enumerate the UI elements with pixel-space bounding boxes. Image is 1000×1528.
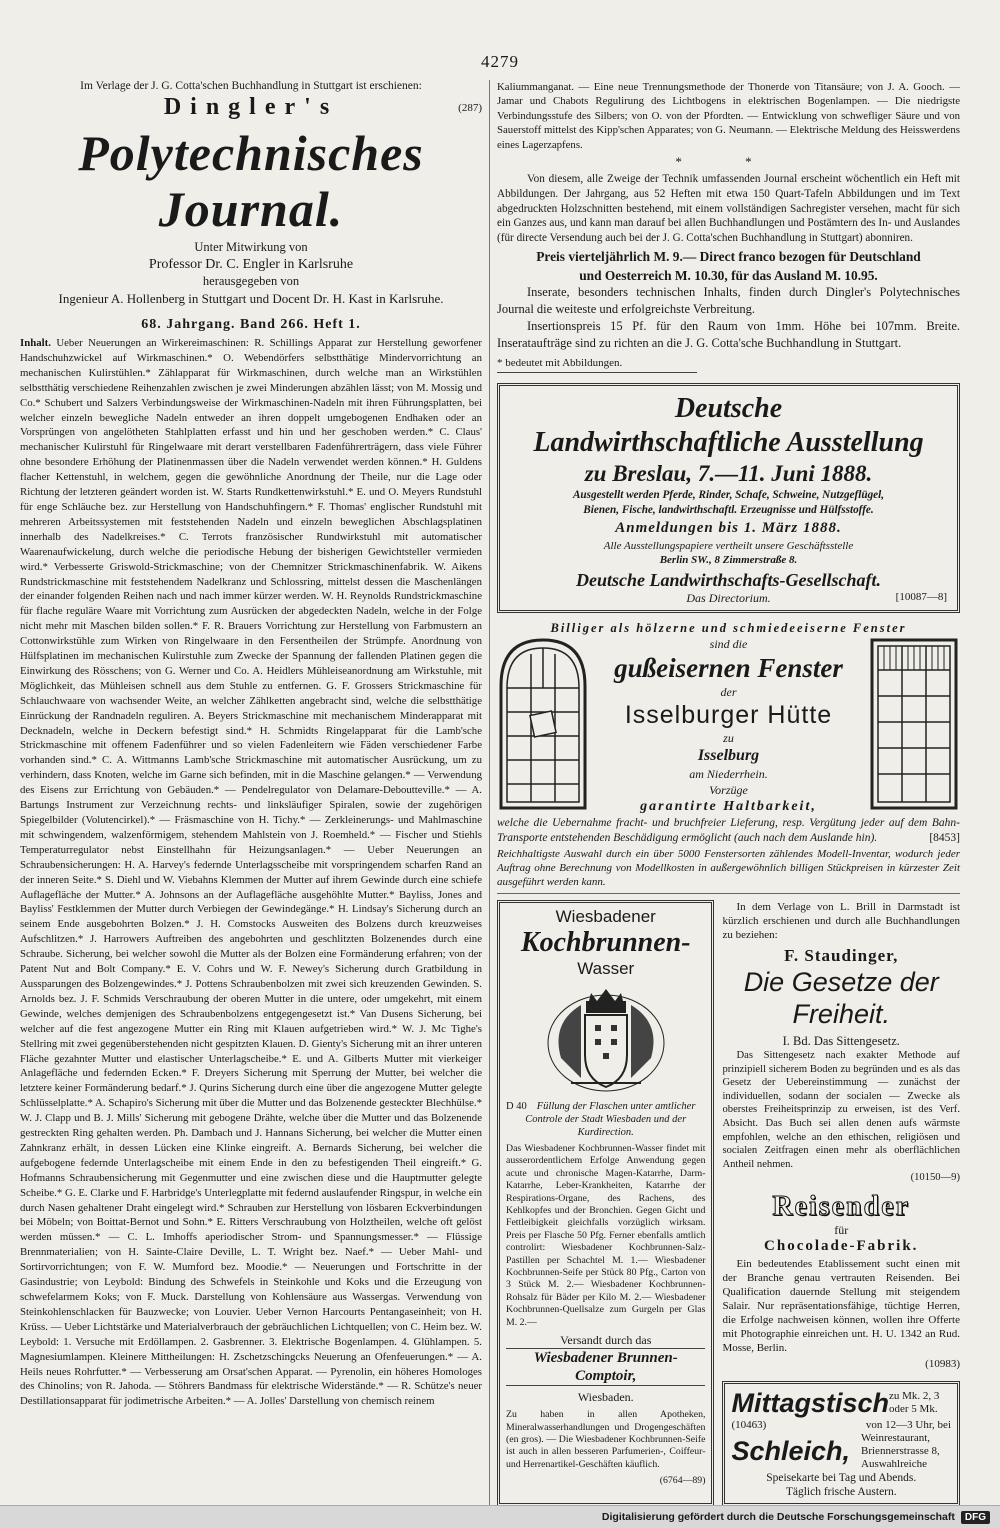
right-ads bbox=[714, 900, 960, 1506]
window-zu: zu bbox=[723, 731, 734, 746]
inserate-text: Inserate, besonders technischen Inhalts, finden durch Dingler's Polytechnisches Journal die weiteste und erfolgreichste Verbreitung. bbox=[497, 285, 960, 317]
kb-brand-3: Wasser bbox=[577, 959, 635, 979]
window-headline: Billiger als hölzerne und schmiedeeiserne Fenster bbox=[550, 621, 907, 636]
coat-of-arms-icon bbox=[541, 983, 671, 1098]
kb-ad-id: (6764—89) bbox=[659, 1475, 706, 1487]
window-sind-die: sind die bbox=[709, 637, 748, 652]
exhibit-line-1: Ausgestellt werden Pferde, Rinder, Schafe, Schweine, Nutzgeflügel, bbox=[572, 489, 885, 502]
window-ad-center bbox=[589, 636, 868, 816]
kb-dispatch: Versandt durch das bbox=[560, 1333, 652, 1348]
journal-title: Polytechnisches Journal. bbox=[78, 125, 424, 237]
mittag-place: Weinrestaurant, Briennerstrasse 8, Auswahlreiche bbox=[861, 1431, 940, 1470]
right-column bbox=[497, 80, 960, 1506]
footer-bar bbox=[0, 1505, 1000, 1528]
mittag-code: (10463) bbox=[731, 1418, 767, 1431]
continuation-text: Kaliummanganat. — Eine neue Trennungsmethode der Thonerde von Titansäure; von J. A. Gooch. — Jamar und Chabots Regulirung des Lichtbogens in elektrischen Bogenlampen. — Die niedrigste Verbindungsstufe des Silbers; von O. von der Pfordten. — Entwicklung von schwefliger Säure und von Sauerstoff mittelst des Kipp'schen Apparates; von G. Neumann. — Elektrische Meldung des Heisswerdens eines Lagerzapfens. bbox=[497, 81, 960, 151]
window-ad bbox=[497, 621, 960, 894]
window-product: gußeisernen Fenster bbox=[614, 653, 843, 684]
reisender-title: Reisender bbox=[772, 1190, 911, 1222]
contents-label: Inhalt. bbox=[20, 337, 51, 349]
dfg-logo-icon: DFG bbox=[961, 1511, 990, 1524]
reisender-company: Chocolade-Fabrik. bbox=[764, 1237, 919, 1254]
mittag-time: von 12—3 Uhr, bei bbox=[865, 1418, 951, 1431]
book-desc: Das Sittengesetz nach exakter Methode auf prinzipiell sicherem Boden zu begründen und es als das Gesetz der Uebereinstimmung — zunächst der individuellen, sodann der socialen — Zwecke als oberstes Freiheitsprinzip zu erweisen, ist des Verf. Absicht. Das Buch sei allen denen aufs wärmste empfohlen, welche an den ethischen, religiösen und socialen Zeitfragen einen mehr als oberflächlichen Antheil nehmen. bbox=[722, 1050, 960, 1170]
kb-city: Wiesbaden. bbox=[577, 1390, 634, 1405]
exhibit-line-2: Bienen, Fische, landwirthschaftl. Erzeugnisse und Hülfsstoffe. bbox=[583, 504, 874, 517]
cooperation-label: Unter Mitwirkung von bbox=[194, 240, 308, 254]
window-text-2: Reichhaltigste Auswahl durch ein über 5000 Fenstersorten zählendes Modell-Inventar, wodurch jeder Auftrag ohne Berechnung von Modellkosten in außergewöhnlich billigen Stückpreisen in kürzester Zeit ausgeführt werden kann. bbox=[497, 848, 960, 889]
kb-brand-1: Wiesbadener bbox=[555, 907, 656, 927]
publisher-line: Im Verlage der J. G. Cotta'schen Buchhandlung in Stuttgart ist erschienen: bbox=[80, 80, 422, 92]
window-ad-body bbox=[497, 636, 960, 816]
exhibit-society: Deutsche Landwirthschafts-Gesellschaft. bbox=[575, 570, 881, 591]
window-company: Isselburger Hütte bbox=[624, 701, 833, 730]
exhibit-ad-id: [10087—8] bbox=[895, 591, 947, 604]
contents bbox=[20, 336, 482, 1409]
exhibit-title-2: Landwirthschaftliche Ausstellung bbox=[533, 427, 924, 459]
exhibit-foot bbox=[510, 591, 947, 606]
window-der: der bbox=[720, 685, 737, 700]
book-volume: I. Bd. Das Sittengesetz. bbox=[782, 1034, 900, 1049]
kb-label-code: D 40 bbox=[506, 1101, 527, 1113]
arched-window-icon bbox=[497, 636, 589, 811]
star-separator: * * bbox=[675, 154, 782, 170]
exhibit-line-3: Alle Ausstellungspapiere vertheilt unsere Geschäftsstelle bbox=[603, 540, 854, 553]
exhibit-title-1: Deutsche bbox=[674, 393, 783, 425]
ad-code: (287) bbox=[458, 102, 482, 114]
info-text: Von diesem, alle Zweige der Technik umfassenden Journal erscheint wöchentlich ein Heft mit Abbildungen. Der Jahrgang, aus 52 Heften mit etwa 150 Quart-Tafeln Abbildungen und im Text abgedruckten Holzschnitten bestehend, mit einem vollständigen Sachregister versehen, macht für sich ein Ganzes aus, und kann man darauf bei allen Buchhandlungen und Postämtern des In- und Auslandes (für directe Versendung auch bei der J. G. Cotta'schen Buchhandlung in Stuttgart) abonniren. bbox=[497, 173, 960, 245]
kb-outro: Zu haben in allen Apotheken, Mineralwasserhandlungen und Drogengeschäften (en gros). — Die Wiesbadener Kochbrunnen-Seife ist auch in allen besseren Parfumerien-, Coiffeur- und Herrenartikel-Geschäften käuflich. bbox=[506, 1409, 706, 1470]
journal-name-text: Dingler's bbox=[163, 94, 339, 120]
mittag-title: Mittagstisch bbox=[731, 1387, 889, 1418]
issue-line: 68. Jahrgang. Band 266. Heft 1. bbox=[141, 317, 361, 332]
book-author: F. Staudinger, bbox=[784, 946, 899, 966]
kb-label-text: Füllung der Flaschen unter amtlicher Controle der Stadt Wiesbaden und der Kurdirection. bbox=[525, 1101, 696, 1139]
mittag-row-2 bbox=[731, 1419, 951, 1432]
book-title: Die Gesetze der Freiheit. bbox=[743, 967, 939, 1030]
column-rule bbox=[489, 80, 490, 1506]
book-ad-id: (10150—9) bbox=[910, 1172, 960, 1184]
window-guarantee: garantirte Haltbarkeit, bbox=[640, 799, 817, 815]
inserat-price-text: Insertionspreis 15 Pf. für den Raum von 1mm. Höhe bei 107mm. Breite. Inserataufträge sind zu richten an die J. G. Cotta'sche Buchhandlung in Stuttgart. bbox=[497, 319, 960, 351]
mittag-row-3 bbox=[731, 1432, 951, 1471]
kb-brand-2: Kochbrunnen- bbox=[520, 927, 691, 959]
exhibition-ad bbox=[497, 383, 960, 613]
price-line-2: und Oesterreich M. 10.30, für das Ausland M. 10.95. bbox=[579, 268, 878, 284]
mittagstisch-ad bbox=[722, 1381, 960, 1506]
kb-text: Das Wiesbadener Kochbrunnen-Wasser findet mit ausserordentlichem Erfolge Anwendung gegen acute und chronische Magen-Katarrhe, Darm-Katarrhe, Leber-Krankheiten, Katarrhe der Respirations-Organe, des Rachens, des Kehlkopfes und der Bronchien. Gegen Gicht und Fettleibigkeit gleichfalls vorzüglich wirksam. Preis per Flasche 50 Pfg. Ferner ebenfalls amtlich controlirt: Wiesbadener Kochbrunnen-Salz-Pastillen per Schachtel M. 1.— Wiesbadener Kochbrunnen-Seife per Stück 80 Pfg., Carton von 3 Stück M. 2.— Wiesbadener Kochbrunnen-Rohsalz für Bäder per Kilo M. 2.— Wiesbadener Kochbrunnen-Quellsalze zum Gurgeln per Glas M. 2.— bbox=[506, 1143, 706, 1328]
journal-name bbox=[20, 94, 482, 121]
reisender-fuer: für bbox=[834, 1222, 849, 1237]
square-window-icon bbox=[868, 636, 960, 811]
mittag-price: zu Mk. 2, 3 oder 5 Mk. bbox=[889, 1390, 940, 1416]
window-town: Isselburg bbox=[697, 747, 760, 765]
mittag-menu: Speisekarte bei Tag und Abends. bbox=[766, 1471, 917, 1484]
contents-text: Ueber Neuerungen an Wirkereimaschinen: R. Schillings Apparat zur Herstellung geworfener Handschuhzwickel auf Wirkmaschinen.* O. Webendörfers selbstthätige Mindervorrichtung an mechanischen Kulirstühlen.* Zählapparat für Wirkmaschinen, durch welche man an Wirkstühlen selbstthätig verschiedene Reihenzahlen zwischen je zwei Minderungen abzählen lässt; von M. Mossig und Co.* Schubert und Salzers Verbindungsweise der Wirkmaschinen-Nadeln mit ihren Führungsplatten, bei welcher einzeln bewegliche Nadeln entweder an ihren doppelt umgebogenen Endhaken oder an Vorsprüngen von angelötheten Stahlplatten erfasst und hin und her geschoben werden.* C. Claus' mechanischer Kulirstuhl für Ringelwaare mit derart verstellbaren Fadenführerträgern, dass viele Führer ohne besondere Erhöhung der Platinenmassen über die Nadeln verwendet werden können.* H. Guldens flacher Kettenstuhl, in welchem, gegen die gewöhnliche Anordnung der Theile, nur die Lage oder Richtung der letzteren geändert worden ist. W. Starts Rundkettenwirkstuhl.* E. und O. Meyers Rundstuhl für enge Schläuche bez. zur Herstellung von Handschuhfingern.* F. Thomas' englischer Rundstuhl mit mehreren Arbeitssystemen mit feststehenden Nadeln und einzeln beweglichen Abschlagsplatinen innerhalb des Nadelkreises.* C. Terrots französischer Rundwirkstuhl mit automatischer Waarenaufwickelung, durch welche die periodische Hebung der bisherigen Gewichtsteller vermieden wird.* Verbesserte Griswold-Strickmaschine; von der Chemnitzer Strickmaschinenfabrik. W. Aikens Rundstrickmaschine mit feststehendem Nadelkranz und Schlossring, mittelst dessen die Maschenlängen der einander folgenden Reihen nach und nach immer kürzer werden. W. H. Reynolds Rundstrickmaschine für flache reguläre Waare mit Vorrichtung zum Ausrücken der abgedeckten Nadeln, welche in der Folge nicht mehr mit Maschen bilden sollen.* F. R. Brauers Vorrichtung zur Herstellung von Farbmustern an Cottonwirkstühle zum Wirken von Ringelwaare in den Fersentheilen der Strümpfe. Anordnung von Hülfsplatinen im mechanischen Kulirstuhle zum Zwecke der Spannung der fallenden Platinen gegen die Einwirkung des Rösschens; von G. Werner und Co. A. Heidlers Mühleiseanordnung am Wirkstuhle, mit Möglichkeit, das Mühleisen schnell aus dem Stuhle zu entfernen. G. F. Grossers Strickmaschine für Schlauchwaare von wachsender Weite, an welcher Zählketten angebracht sind, welche die selbstthätige Einrückung der Randnadeln reguliren. A. Beyers Strickmaschine mit mechanischem Minderapparat mit Decknadeln, welche in Deckern befestigt sind.* H. Schmidts Ringelapparat für die Lamb'sche Strickmaschine mit offenem Fadenführer und so vielen Fadenleitern wie Fäden verschiedener Farbe vorhanden sind.* C. A. Wittmanns Lamb'sche Strickmaschine mit automatischer Ausrückung, um zu verhindern, dass Knoten, welche im Garne sich befinden, mit in die Maschine gelangen.* — Verwendung des Eisens zur Errichtung von Gebäuden.* — Pendelregulator von Delamare-Deboutteville.* — A. Bartungs Instrument zur Verzeichnung rechts- und linksläufiger Spiralen, sowie der zugehörigen Spiegelbilder (Volutencirkel).* — Fräsmaschine von H. Tichy.* — Zerkleinerungs- und Mahlmaschine mit schwingendem, walzenförmigem, stehendem Mahlstein von J. Roemheld.* — Fischer und Stiehls Temperaturregulator nebst Einstellhahn für Heizungsanlagen.* — Ueber Neuerungen an Schraubensicherungen: H. A. Harvey's federnde Unterlagsscheibe mit vorspringendem scharfen Rand an der inneren Seite.* S. Diehl und W. Viebahns Klemmen der Mutter auf ihrem Gewinde durch eine schiefe Auflagefläche der Mutter.* A. Johnsons an der Auflagefläche ausgehöhlte Mutter.* Bayliss, Jones and Bayliss' Festklemmen der Mutter durch Verbiegen der Gewindegänge.* H. Lindsay's Sicherung durch an seinem Ende ausgebohrten Bolzen.* J. H. Comstocks Ausweiten des Bolzens durch kreuzweises Aufschlitzen.* J. Harrowers Auftreiben des angebohrten und geschlitzten Bolzenendes durch eine Schraube. Sicherung, bei welcher sowohl die Mutter als der Bolzen eine Formänderung erfahren; von der Patent Nut and Bolt Company.* E. V. Cohrs und W. F. Newey's Sicherung durch Gratbildung in Aussparungen des Bolzengewindes.* J. Pottens Schraubenbolzen mit zwei sich kreuzenden Gewinden. S. Arnolds bez. J. F. Schmids Verschraubung der oberen Mutter in die untere, oder umgekehrt, mit einem Gewinde, welches demjenigen des Schraubenbolzens entgegengesetzt ist.* Van Dusens Sicherung, bei welcher auf die fest angezogene Mutter ein Ring mit Klauen aufgetrieben wird.* W. J. Mc Tighe's Stellring mit zwei gegenüberstehenden nicht gespitzten Klauen. D. Gienty's Sicherung mit an ihrer unteren Fläche gezahnter Mutter und elastischer Unterlagscheibe.* E. und A. Gilberts Mutter mit vierkeiger Anlagefläche und federnden Ecken.* F. Dreyers Sicherung mit Sperrung der Mutter, bei welcher die letztere keiner Formänderung bedarf.* J. Qurins Sicherung durch eine über die angezogene Mutter gelegte Schlüsselplatte.* A. Schapiro's Sicherung mit über die Mutter und das Bolzenende gesteckter Blechhülse.* W. J. Clapp und B. J. Mills' Sicherung mit gebogene Drähte, welche über die Mutter und das Bolzenende gestreckten Ring gehalten werden. Ph. Dambach und J. Hannans Sicherung, bei welcher die Mutter einen Zahnkranz erhält, in dessen Lücken eine Klinke eingreift. A. Bernards Sicherung, bei welcher die aufgebogene federnde Unterlagscheibe mit einem Ende in den zu befestigenden Theil eingreift.* G. Hofmanns Schraubensicherung mit Gegenmutter und eine zwischen diese und die Hauptmutter gelegte Scheibe.* G. E. Clarke und F. Harbridge's Unterlegplatte mit federnd auslaufender Ringspur, in welche ein durch Nasen gehaltener Draht eingelegt wird.* Schrauben zur Herstellung von lösbaren Eckverbindungen bei Möbeln; von Boittat-Bernot und Sohn.* E. Ritters Verschraubung von Holztheilen, welche oft gelöst werden müssen.* — C. L. Imhoffs aperiodischer Strom- und Spannungsmesser.* — Flüssige Brennmaterialien; von H. Sainte-Claire Deville, L. T. Wright bez. Naef.* — Ueber Mahl- und Sortirvorrichtungen; von F. W. Mumford bez. Moodie.* — Neuerungen und Fortschritte in der Gasindustrie; von Leybold: Bindung des Schwefels in Steinkohle und Koks und die Erzeugung von schwefelarmem Koks; von F. Muck. Darstellung von Kohlensäure aus Wassergas. Verwendung von Steinkohlenschlacken für Bauzwecke; von Louvier. Ueber Vernon Harcourts Pentangaseinheit; von H. Krüss. — Ueber Lichtstärke und Materialverbrauch der gebräuchlichen Lichtquellen; von C. Heim bez. W. Leybold: 1. Versuche mit Erdöllampen. 2. Gasbrenner. 3. Elektrische Bogenlampen. 4. Glühlampen. 5. Magnesiumlampen. Kleinere Mittheilungen: H. Zschetzschingcks Neuerung an Ofenfeuerungen.* — A. Heils neues Rohrfutter.* — Verbesserung am Orsat'schen Apparat. — Pyrenolin, ein höheres Homologes des Chinolins; von R. Jahoda. — Stöhrers Bandmass für elektrische Widerstände.* — R. Schütze's neuer Destillationsapparat für jodimetrische Arbeiten.* — A. Jolles' Darstellung von chemisch reinem bbox=[20, 337, 482, 1408]
mittag-row-1 bbox=[731, 1388, 951, 1419]
reisender-ad-id: (10983) bbox=[925, 1357, 960, 1370]
reisender-text: Ein bedeutendes Etablissement sucht einen mit der Branche genau vertrauten Reisenden. Bei Qualification dauernde Stellung mit steigendem Salair. Nur repräsentationsfähige, tüchtige Herren, die Erfolge nachweisen können, wollen ihre Offerte mit Photographie einreichen unt. H. U. 1342 an Rud. Mosse, Berlin. bbox=[722, 1257, 960, 1354]
book-intro: In dem Verlage von L. Brill in Darmstadt ist kürzlich erschienen und durch alle Buchhandlungen zu beziehen: bbox=[722, 901, 960, 942]
lower-ads bbox=[497, 900, 960, 1506]
editor-label: herausgegeben von bbox=[202, 274, 300, 288]
mittag-name: Schleich, bbox=[731, 1435, 851, 1466]
professor-line: Professor Dr. C. Engler in Karlsruhe bbox=[148, 257, 354, 272]
window-vorzuege: Vorzüge bbox=[709, 783, 748, 798]
window-ad-id: [8453] bbox=[929, 831, 960, 844]
window-text-1-body: welche die Uebernahme fracht- und bruchfreier Lieferung, resp. Vergütung jeder auf dem Bahn-Transporte entstehenden Beschädigung ermöglicht (auch nach dem Auslande hin). bbox=[497, 817, 960, 844]
page-number: 4279 bbox=[481, 52, 519, 71]
window-region: am Niederrhein. bbox=[689, 767, 768, 782]
kb-label bbox=[506, 1100, 705, 1139]
kb-comptoir: Wiesbadener Brunnen-Comptoir, bbox=[506, 1348, 705, 1386]
mittag-oysters: Täglich frische Austern. bbox=[785, 1485, 897, 1498]
kochbrunnen-ad bbox=[497, 900, 714, 1506]
left-column bbox=[20, 80, 482, 1409]
footer-credit: Digitalisierung gefördert durch die Deutsche Forschungsgemeinschaft bbox=[601, 1511, 955, 1523]
exhibit-directorate: Das Directorium. bbox=[686, 591, 771, 606]
exhibit-title-3: zu Breslau, 7.—11. Juni 1888. bbox=[584, 461, 873, 487]
editors-line: Ingenieur A. Hollenberg in Stuttgart und Docent Dr. H. Kast in Karlsruhe. bbox=[58, 291, 444, 306]
exhibit-register: Anmeldungen bis 1. März 1888. bbox=[615, 520, 842, 537]
window-text-1 bbox=[497, 816, 960, 845]
footnote: * bedeutet mit Abbildungen. bbox=[497, 357, 697, 373]
price-line-1: Preis vierteljährlich M. 9.— Direct franco bezogen für Deutschland bbox=[536, 249, 921, 265]
exhibit-line-4: Berlin SW., 8 Zimmerstraße 8. bbox=[659, 554, 798, 567]
